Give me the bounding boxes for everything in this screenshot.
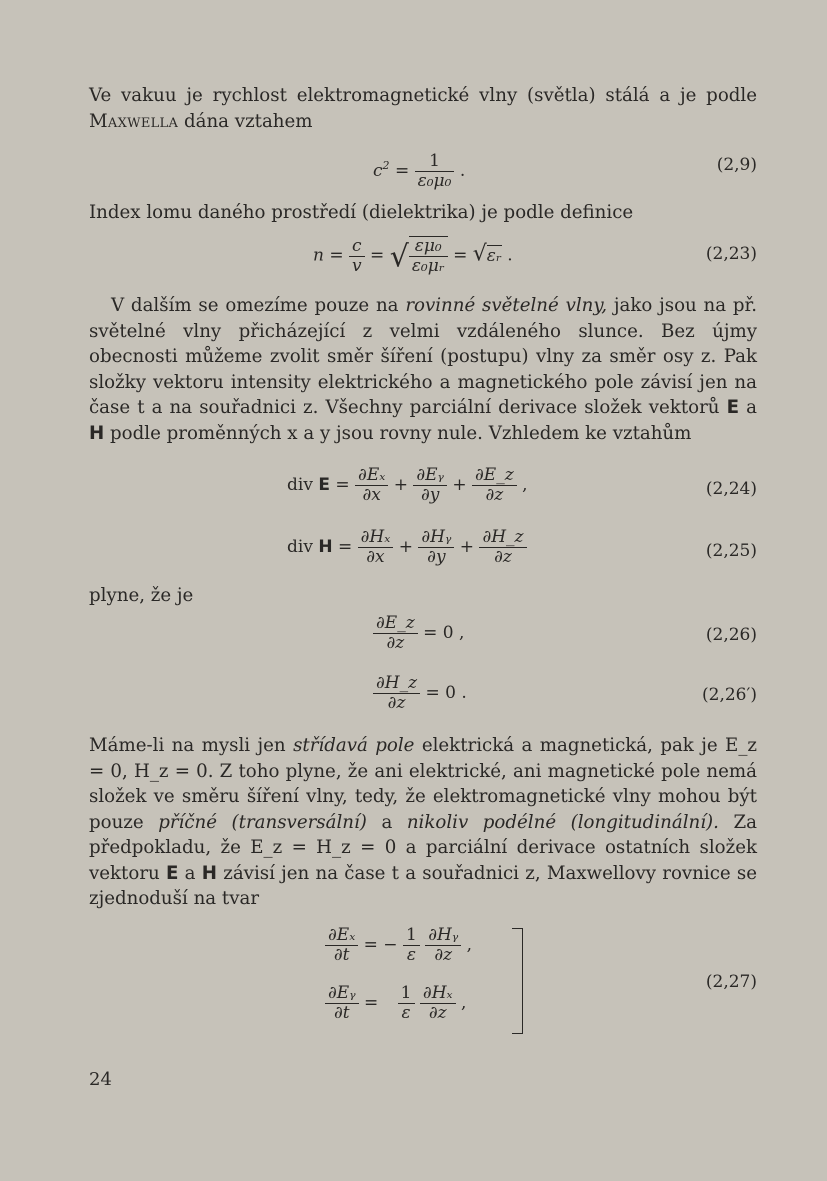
equation-number: (2,24) — [705, 479, 757, 499]
text-plyne: plyne, že je — [89, 585, 194, 606]
equation-number: (2,9) — [716, 155, 757, 175]
emphasis-alternating: střídavá pole — [293, 735, 415, 756]
equation-number: (2,26′) — [702, 685, 757, 705]
equation-number: (2,25) — [705, 541, 757, 561]
equation-2-27: $\frac{\text{∂Eₓ}}{\partial t}$ = − $\frac{1}{\varepsilon}$ $\frac{\text{∂Hᵧ}}{\partial z}$ , $\frac{\text{∂Eᵧ}}{\partial t}$ = $\frac{1}{\varepsilon}$ $\frac{\text{∂Hₓ}}{\partial z}$ , (2,27) — [0, 926, 827, 1036]
page-number: 24 — [89, 1069, 112, 1090]
paragraph-transverse: Máme-li na mysli jen střídavá pole elektrická a magnetická, pak je E_z = 0, H_z = 0. Z toho plyne, že ani elektrické, ani magnetické pole nemá složek ve směru šíření vlny, tedy, že elektromagnetické vlny mohou být pouze příčné (transversální) a nikoliv podélné (longitudinální). Za předpokladu, že E_z = H_z = 0 a parciální derivace ostatních složek vektoru E a H závisí jen na čase t a souřadnici z, Maxwellovy rovnice se zjednoduší na tvar — [89, 735, 757, 909]
paragraph-index: Index lomu daného prostředí (dielektrika) je podle definice — [89, 202, 634, 223]
equation-2-24: div E = $\frac{\text{∂Eₓ}}{\partial x}$ + $\frac{\text{∂Eᵧ}}{\partial y}$ + $\frac{\partial E\_z}{\partial z}$ , (2,24) — [287, 465, 757, 505]
emphasis-longitudinal: nikoliv podélné (longitudinální). — [406, 811, 719, 833]
equation-2-23: n = $\frac{c}{v}$ = √ $\frac{\text{εμ₀}}{\text{ε₀μᵣ}}$ = √εᵣ . (2,23) — [313, 235, 757, 276]
intro-text: Ve vakuu je rychlost elektromagnetické vlny (světla) stálá a je podle — [89, 85, 757, 106]
emphasis-transverse: příčné (transversální) — [158, 811, 367, 833]
equation-2-9: $c^2$ = $\frac{1}{\text{ε₀μ₀}}$ . (2,9) — [373, 151, 757, 191]
equation-number: (2,27) — [705, 972, 757, 992]
equation-number: (2,26) — [705, 625, 757, 645]
equation-2-26-prime: $\frac{\partial H\_z}{\partial z}$ = 0 . (2,26′) — [0, 674, 827, 714]
equation-brace — [512, 928, 523, 1034]
equation-2-25: div H = $\frac{\text{∂Hₓ}}{\partial x}$ + $\frac{\text{∂Hᵧ}}{\partial y}$ + $\frac{\partial H\_z}{\partial z}$ (2,25) — [287, 527, 757, 567]
intro-tail: dána vztahem — [183, 110, 313, 132]
maxwell-name: Maxwella — [89, 110, 179, 132]
equation-number: (2,23) — [705, 244, 757, 264]
equation-2-26: $\frac{\partial E\_z}{\partial z}$ = 0 , (2,26) — [0, 614, 827, 654]
paragraph-plane-waves: V dalším se omezíme pouze na rovinné světelné vlny, jako jsou na př. světelné vlny přicházející z velmi vzdáleného slunce. Bez újmy obecnosti můžeme zvolit směr šíření (postupu) vlny za směr osy z. Pak složky vektoru intensity elektrického a magnetického pole závisí jen na čase t a na souřadnici z. Všechny parciální derivace složek vektorů E a H podle proměnných x a y jsou rovny nule. Vzhledem ke vztahům — [89, 295, 758, 444]
emphasis-plane-waves: rovinné světelné vlny, — [405, 295, 608, 316]
paragraph-intro — [89, 83, 757, 134]
